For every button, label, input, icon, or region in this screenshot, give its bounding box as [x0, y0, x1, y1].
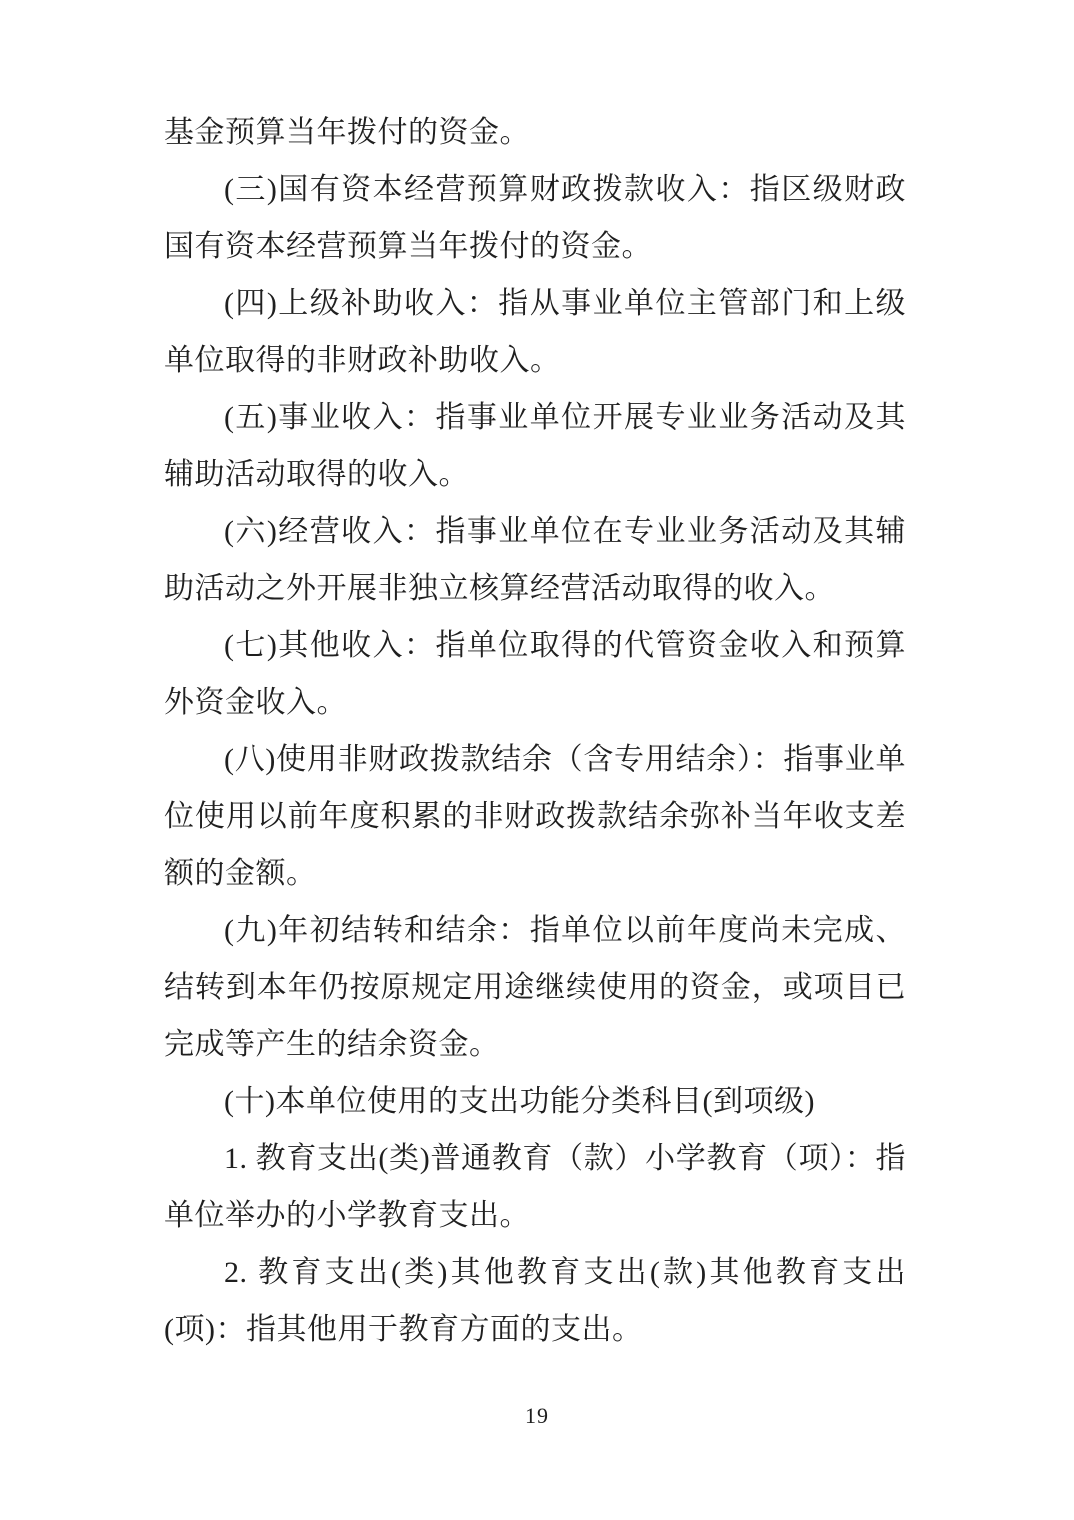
page-number: 19 [525, 1403, 549, 1428]
paragraph: (六)经营收入：指事业单位在专业业务活动及其辅助活动之外开展非独立核算经营活动取得的收入。 [164, 515, 906, 605]
paragraph: 1. 教育支出(类)普通教育（款）小学教育（项）：指单位举办的小学教育支出。 [164, 1142, 906, 1232]
document-body [164, 104, 906, 1358]
paragraph: (七)其他收入：指单位取得的代管资金收入和预算外资金收入。 [164, 629, 906, 719]
paragraph: (八)使用非财政拨款结余（含专用结余）：指事业单位使用以前年度积累的非财政拨款结余弥补当年收支差额的金额。 [164, 743, 906, 890]
paragraph: 2. 教育支出(类)其他教育支出(款)其他教育支出(项)：指其他用于教育方面的支出。 [164, 1256, 906, 1346]
paragraph: (三)国有资本经营预算财政拨款收入：指区级财政国有资本经营预算当年拨付的资金。 [164, 173, 906, 263]
paragraph: (五)事业收入：指事业单位开展专业业务活动及其辅助活动取得的收入。 [164, 401, 906, 491]
paragraph: (九)年初结转和结余：指单位以前年度尚未完成、结转到本年仍按原规定用途继续使用的资金，或项目已完成等产生的结余资金。 [164, 914, 906, 1061]
paragraph: (四)上级补助收入：指从事业单位主管部门和上级单位取得的非财政补助收入。 [164, 287, 906, 377]
paragraph: (十)本单位使用的支出功能分类科目(到项级) [224, 1085, 815, 1118]
paragraph: 基金预算当年拨付的资金。 [164, 116, 530, 149]
